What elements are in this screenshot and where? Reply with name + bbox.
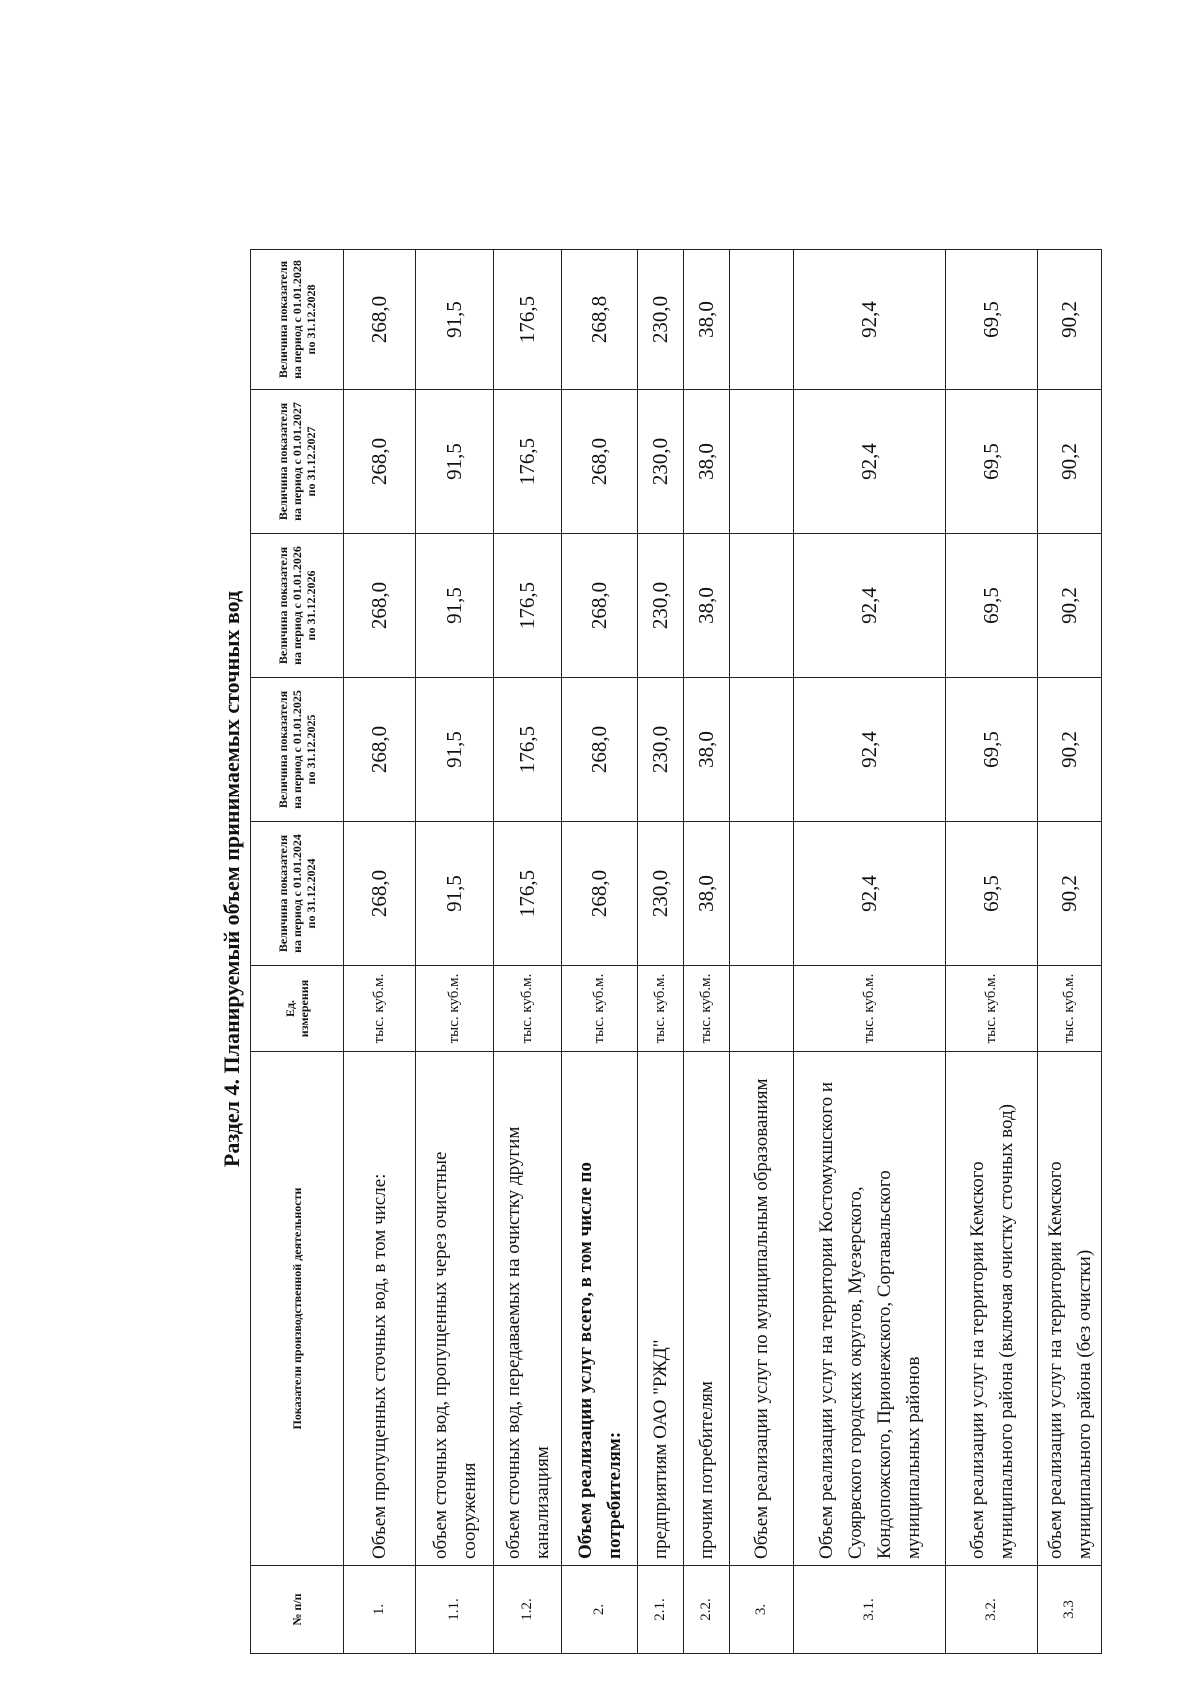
row-number: 1.2.: [494, 1566, 562, 1654]
row-indicator: предприятиям ОАО "РЖД": [638, 1052, 684, 1566]
value-2025: 268,0: [344, 678, 416, 822]
value-2028: 268,8: [562, 250, 638, 390]
value-2024: 69,5: [946, 822, 1038, 966]
header-period-2024: Величина показателя на период с 01.01.2024 по 31.12.2024: [251, 822, 344, 966]
table-row: [494, 250, 562, 1654]
value-2028: 268,0: [344, 250, 416, 390]
indicators-table: [250, 249, 1102, 1654]
value-2025: 92,4: [794, 678, 946, 822]
value-2028: 230,0: [638, 250, 684, 390]
section-title: Раздел 4. Планируемый объем принимаемых сточных вод: [219, 590, 244, 1168]
value-2027: [730, 390, 794, 534]
value-2028: 69,5: [946, 250, 1038, 390]
row-unit: тыс. куб.м.: [416, 966, 494, 1052]
header-name: Показатели производственной деятельности: [251, 1052, 344, 1566]
table-row: [344, 250, 416, 1654]
value-2027: 176,5: [494, 390, 562, 534]
header-num: № п/п: [251, 1566, 344, 1654]
value-2026: 90,2: [1038, 534, 1102, 678]
row-unit: тыс. куб.м.: [684, 966, 730, 1052]
row-indicator: Объем реализации услуг всего, в том числе по потребителям:: [562, 1052, 638, 1566]
value-2024: 268,0: [344, 822, 416, 966]
value-2027: 230,0: [638, 390, 684, 534]
row-number: 2.1.: [638, 1566, 684, 1654]
table-row: [562, 250, 638, 1654]
row-number: 3.: [730, 1566, 794, 1654]
row-unit: тыс. куб.м.: [562, 966, 638, 1052]
value-2025: 38,0: [684, 678, 730, 822]
value-2027: 92,4: [794, 390, 946, 534]
row-number: 2.2.: [684, 1566, 730, 1654]
value-2025: [730, 678, 794, 822]
value-2024: 92,4: [794, 822, 946, 966]
row-indicator: прочим потребителям: [684, 1052, 730, 1566]
header-period-2027: Величина показателя на период с 01.01.2027 по 31.12.2027: [251, 390, 344, 534]
row-number: 2.: [562, 1566, 638, 1654]
table-row: [638, 250, 684, 1654]
table-row: [1038, 250, 1102, 1654]
row-number: 3.3: [1038, 1566, 1102, 1654]
row-unit: тыс. куб.м.: [794, 966, 946, 1052]
value-2028: 92,4: [794, 250, 946, 390]
value-2027: 91,5: [416, 390, 494, 534]
row-unit: тыс. куб.м.: [1038, 966, 1102, 1052]
row-indicator: Объем пропущенных сточных вод, в том числе:: [344, 1052, 416, 1566]
value-2026: 230,0: [638, 534, 684, 678]
row-number: 3.1.: [794, 1566, 946, 1654]
row-indicator: объем реализации услуг на территории Кемского муниципального района (без очистки): [1038, 1052, 1102, 1566]
value-2024: [730, 822, 794, 966]
table-row: [946, 250, 1038, 1654]
row-unit: тыс. куб.м.: [946, 966, 1038, 1052]
header-row: [251, 250, 344, 1654]
row-unit: тыс. куб.м.: [494, 966, 562, 1052]
header-period-2025: Величина показателя на период с 01.01.2025 по 31.12.2025: [251, 678, 344, 822]
value-2028: 176,5: [494, 250, 562, 390]
value-2026: [730, 534, 794, 678]
value-2024: 176,5: [494, 822, 562, 966]
value-2026: 69,5: [946, 534, 1038, 678]
value-2026: 176,5: [494, 534, 562, 678]
table-row: [730, 250, 794, 1654]
value-2024: 230,0: [638, 822, 684, 966]
row-indicator: объем реализации услуг на территории Кемского муниципального района (включая очистку сточных вод): [946, 1052, 1038, 1566]
value-2025: 268,0: [562, 678, 638, 822]
value-2027: 90,2: [1038, 390, 1102, 534]
value-2026: 91,5: [416, 534, 494, 678]
row-indicator: объем сточных вод, передаваемых на очистку другим канализациям: [494, 1052, 562, 1566]
value-2026: 92,4: [794, 534, 946, 678]
rotated-page: [100, 260, 1140, 1686]
value-2027: 268,0: [344, 390, 416, 534]
header-period-2026: Величина показателя на период с 01.01.2026 по 31.12.2026: [251, 534, 344, 678]
table-row: [684, 250, 730, 1654]
value-2025: 69,5: [946, 678, 1038, 822]
value-2026: 268,0: [344, 534, 416, 678]
value-2028: 38,0: [684, 250, 730, 390]
value-2024: 91,5: [416, 822, 494, 966]
row-unit: [730, 966, 794, 1052]
value-2028: [730, 250, 794, 390]
row-number: 1.1.: [416, 1566, 494, 1654]
row-indicator: Объем реализации услуг на территории Костомукшского и Суоярвского городских округов, Муезерского, Кондопожского, Прионежского, Сортавальского муниципальных районов: [794, 1052, 946, 1566]
value-2025: 90,2: [1038, 678, 1102, 822]
value-2025: 91,5: [416, 678, 494, 822]
header-unit: Ед. измерения: [251, 966, 344, 1052]
row-number: 3.2.: [946, 1566, 1038, 1654]
value-2026: 268,0: [562, 534, 638, 678]
value-2027: 38,0: [684, 390, 730, 534]
value-2028: 91,5: [416, 250, 494, 390]
row-number: 1.: [344, 1566, 416, 1654]
row-unit: тыс. куб.м.: [638, 966, 684, 1052]
value-2026: 38,0: [684, 534, 730, 678]
row-indicator: объем сточных вод, пропущенных через очистные сооружения: [416, 1052, 494, 1566]
value-2028: 90,2: [1038, 250, 1102, 390]
table-row: [794, 250, 946, 1654]
value-2024: 268,0: [562, 822, 638, 966]
row-indicator: Объем реализации услуг по муниципальным образованиям: [730, 1052, 794, 1566]
value-2024: 38,0: [684, 822, 730, 966]
table-row: [416, 250, 494, 1654]
value-2024: 90,2: [1038, 822, 1102, 966]
value-2025: 230,0: [638, 678, 684, 822]
value-2027: 268,0: [562, 390, 638, 534]
row-unit: тыс. куб.м.: [344, 966, 416, 1052]
value-2027: 69,5: [946, 390, 1038, 534]
header-period-2028: Величина показателя на период с 01.01.2028 по 31.12.2028: [251, 250, 344, 390]
value-2025: 176,5: [494, 678, 562, 822]
